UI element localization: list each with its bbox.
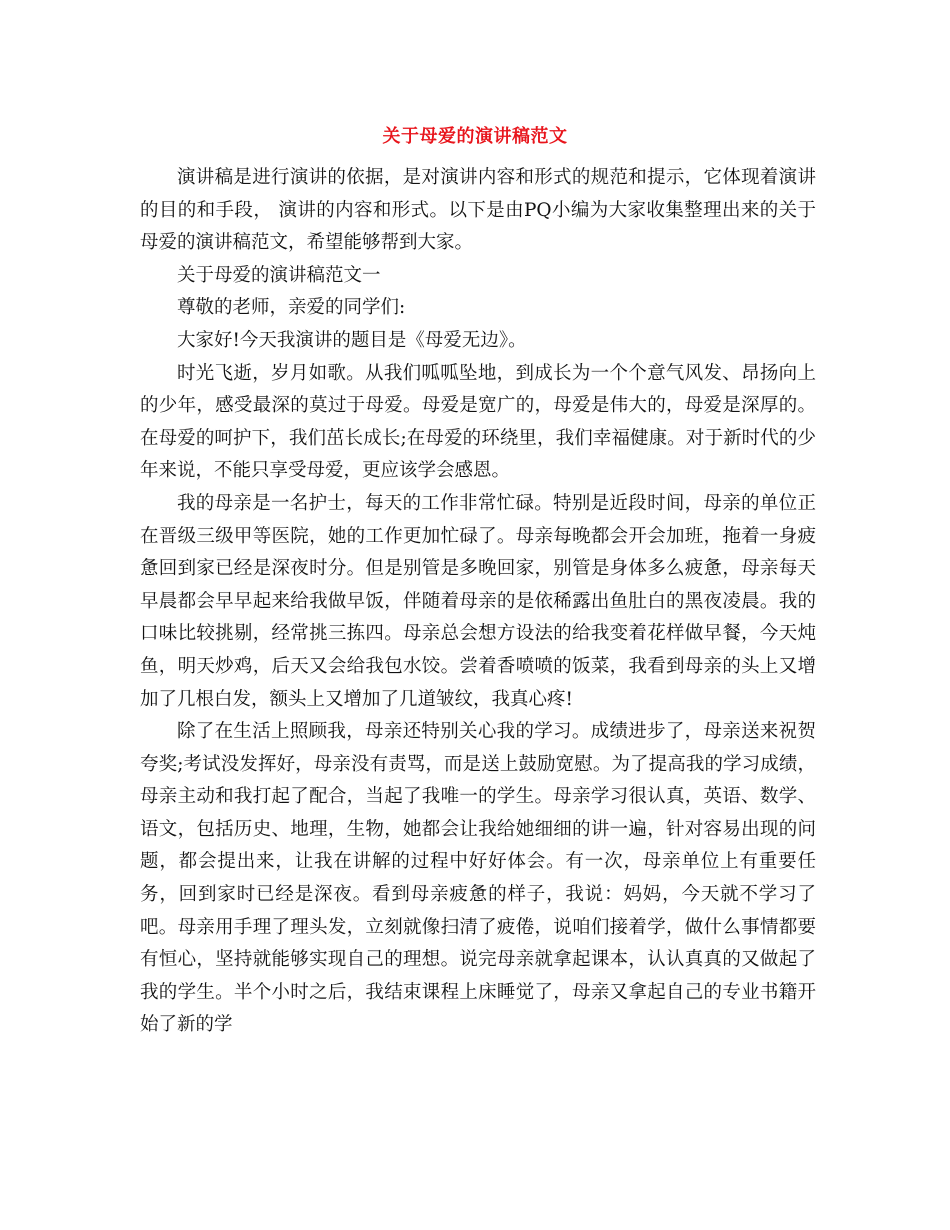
paragraph-greeting: 大家好!今天我演讲的题目是《母爱无边》。 (177, 329, 527, 351)
paragraph-salutation: 尊敬的老师，亲爱的同学们: (177, 297, 406, 319)
paragraph-body-1: 时光飞逝，岁月如歌。从我们呱呱坠地，到成长为一个个意气风发、昂扬向上的少年，感受最深的莫过于母爱。母爱是宽广的，母爱是伟大的，母爱是深厚的。在母爱的呵护下，我们茁长成长;在母爱的环绕里，我们幸福健康。对于新时代的少年来说，不能只享受母爱，更应该学会感恩。 (140, 362, 816, 482)
paragraph-intro: 演讲稿是进行演讲的依据，是对演讲内容和形式的规范和提示，它体现着演讲的目的和手段， 演讲的内容和形式。以下是由PQ小编为大家收集整理出来的关于母爱的演讲稿范文，希望能够帮到大家。 (140, 167, 816, 254)
document-body (140, 162, 816, 1042)
paragraph-body-3: 除了在生活上照顾我，母亲还特别关心我的学习。成绩进步了，母亲送来祝贺夸奖;考试没发挥好，母亲没有责骂，而是送上鼓励宽慰。为了提高我的学习成绩，母亲主动和我打起了配合，当起了我唯一的学生。母亲学习很认真，英语、数学、语文，包括历史、地理，生物，她都会让我给她细细的讲一遍，针对容易出现的问题，都会提出来，让我在讲解的过程中好好体会。有一次，母亲单位上有重要任务，回到家时已经是深夜。看到母亲疲惫的样子，我说：妈妈，今天就不学习了吧。母亲用手理了理头发，立刻就像扫清了疲倦，说咱们接着学，做什么事情都要有恒心，坚持就能够实现自己的理想。说完母亲就拿起课本，认认真真的又做起了我的学生。半个小时之后，我结束课程上床睡觉了，母亲又拿起自己的专业书籍开始了新的学 (140, 721, 816, 1036)
paragraph-subtitle: 关于母爱的演讲稿范文一 (177, 264, 381, 286)
document-title: 关于母爱的演讲稿范文 (382, 126, 568, 147)
paragraph-body-2: 我的母亲是一名护士，每天的工作非常忙碌。特别是近段时间，母亲的单位正在晋级三级甲等医院，她的工作更加忙碌了。母亲每晚都会开会加班，拖着一身疲惫回到家已经是深夜时分。但是别管是多晚回家，别管是身体多么疲惫，母亲每天早晨都会早早起来给我做早饭，伴随着母亲的是依稀露出鱼肚白的黑夜凌晨。我的口味比较挑剔，经常挑三拣四。母亲总会想方设法的给我变着花样做早餐，今天炖鱼，明天炒鸡，后天又会给我包水饺。尝着香喷喷的饭菜，我看到母亲的头上又增加了几根白发，额头上又增加了几道皱纹，我真心疼! (140, 492, 816, 710)
